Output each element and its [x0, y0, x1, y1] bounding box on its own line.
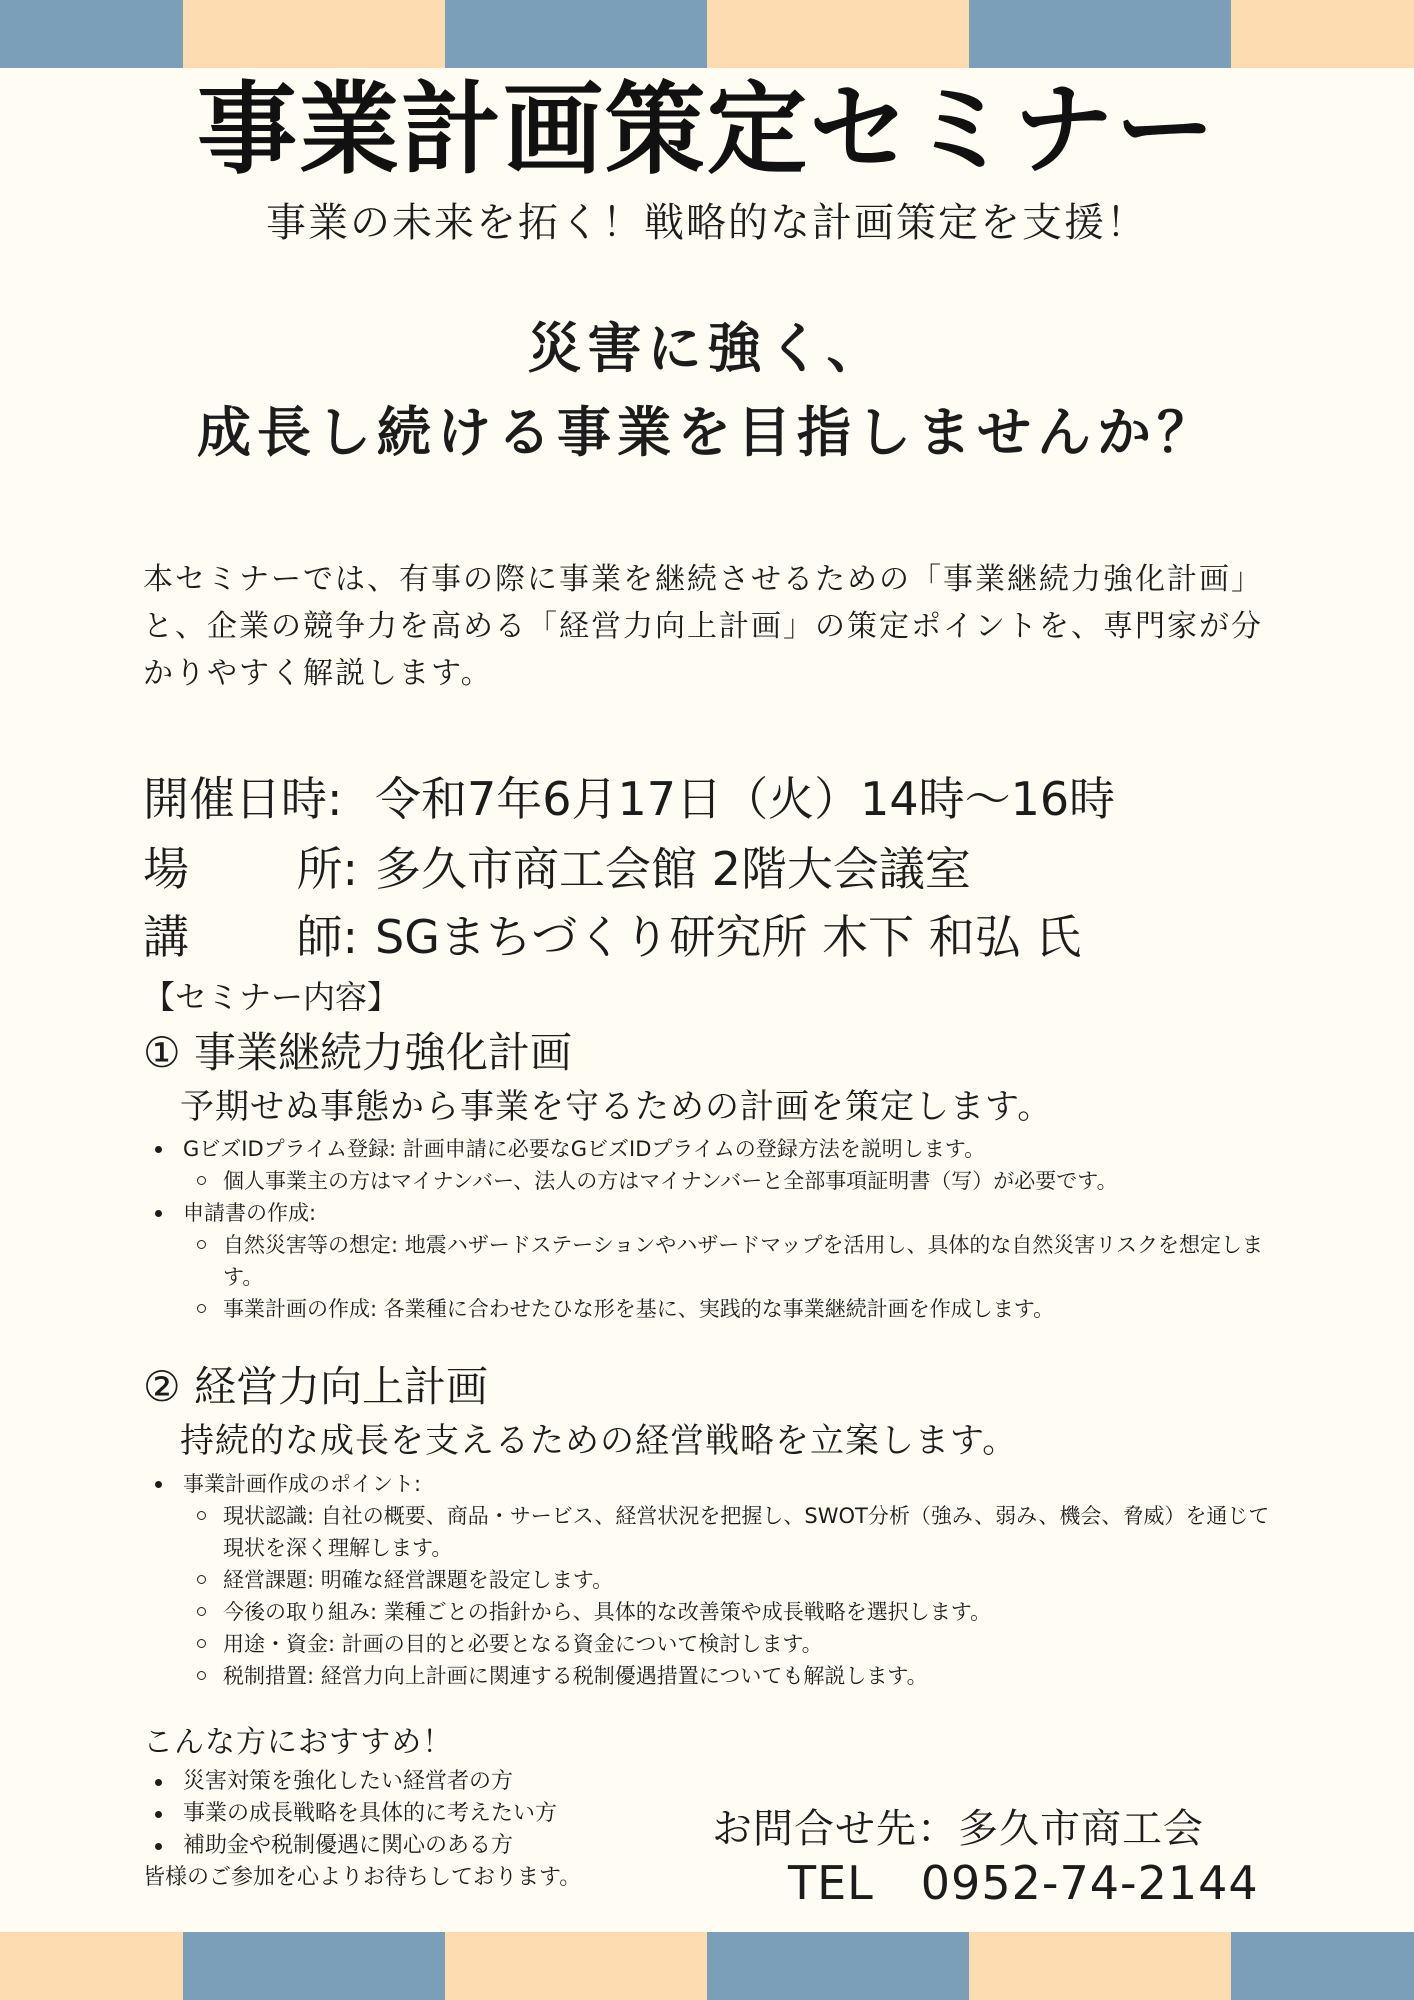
label-char: 場 — [143, 842, 189, 896]
bottom-color-band — [0, 1932, 1414, 2000]
sub-list-item: 現状認識: 自社の概要、商品・サービス、経営状況を把握し、SWOT分析（強み、弱み、機会、脅威）を通じて現状を深く理解します。 — [223, 1500, 1273, 1564]
band-block — [1231, 1932, 1414, 2000]
event-date-row — [143, 769, 1115, 829]
band-block — [445, 0, 707, 68]
sub-list-item: 税制措置: 経営力向上計画に関連する税制優遇措置についても解説します。 — [223, 1660, 1273, 1692]
event-date-label: 開催日時: — [143, 772, 343, 826]
closing-message: 皆様のご参加を心よりお待ちしております。 — [143, 1865, 582, 1890]
catchphrase-line-2: 成長し続ける事業を目指しませんか？ — [197, 401, 1217, 464]
list-item-text: 事業計画作成のポイント: — [183, 1472, 422, 1496]
page-subtitle: 事業の未来を拓く！戦略的な計画策定を支援！ — [266, 200, 1148, 246]
list-item-text: GビズIDプライム登録: 計画申請に必要なGビズIDプライムの登録方法を説明します。 — [183, 1137, 986, 1161]
intro-paragraph: 本セミナーでは、有事の際に事業を継続させるための「事業継続力強化計画」と、企業の競争力を高める「経営力向上計画」の策定ポイントを、専門家が分かりやすく解説します。 — [143, 562, 1263, 691]
recommend-heading: こんな方におすすめ！ — [143, 1725, 454, 1760]
list-item-text: 申請書の作成: — [183, 1201, 317, 1225]
section2-list — [183, 1468, 1273, 1692]
event-date-value: 令和7年6月17日（火）14時～16時 — [375, 772, 1116, 826]
catchphrase-line-1: 災害に強く、 — [527, 317, 887, 380]
list-item — [183, 1197, 1273, 1325]
section1-list — [183, 1133, 1273, 1325]
sub-list-item: 用途・資金: 計画の目的と必要となる資金について検討します。 — [223, 1628, 1273, 1660]
event-place-row — [143, 839, 971, 899]
sub-list-item: 経営課題: 明確な経営課題を設定します。 — [223, 1564, 1273, 1596]
event-place-label — [143, 839, 375, 899]
sub-list-item: 事業計画の作成: 各業種に合わせたひな形を基に、実践的な事業継続計画を作成します。 — [223, 1293, 1273, 1325]
event-lecturer-label — [143, 907, 375, 967]
section2-description: 持続的な成長を支えるための経営戦略を立案します。 — [180, 1421, 1018, 1461]
band-block — [183, 0, 445, 68]
list-item: 事業の成長戦略を具体的に考えたい方 — [183, 1798, 703, 1830]
label-char: 所: — [296, 842, 358, 896]
event-lecturer-value: SGまちづくり研究所 木下 和弘 氏 — [375, 910, 1082, 964]
list-item — [183, 1468, 1273, 1692]
section2-title: ② 経営力向上計画 — [143, 1362, 489, 1411]
band-block — [969, 1932, 1231, 2000]
page-title: 事業計画策定セミナー — [197, 71, 1217, 188]
contact-phone: TEL 0952-74-2144 — [788, 1856, 1259, 1910]
band-block — [0, 1932, 183, 2000]
event-place-value: 多久市商工会館 2階大会議室 — [375, 842, 971, 896]
band-block — [1231, 0, 1414, 68]
section1-description: 予期せぬ事態から事業を守るための計画を策定します。 — [180, 1087, 1053, 1127]
band-block — [445, 1932, 707, 2000]
band-block — [0, 0, 183, 68]
list-item: 補助金や税制優遇に関心のある方 — [183, 1830, 703, 1862]
recommend-list — [183, 1766, 703, 1862]
sub-list-item: 今後の取り組み: 業種ごとの指針から、具体的な改善策や成長戦略を選択します。 — [223, 1596, 1273, 1628]
label-char: 師: — [296, 910, 358, 964]
label-char: 講 — [143, 910, 189, 964]
sub-list-item: 個人事業主の方はマイナンバー、法人の方はマイナンバーと全部事項証明書（写）が必要です。 — [223, 1165, 1273, 1197]
section1-title: ① 事業継続力強化計画 — [143, 1028, 573, 1077]
top-color-band — [0, 0, 1414, 68]
list-item — [183, 1133, 1273, 1197]
contact-organization: お問合せ先：多久市商工会 — [712, 1806, 1204, 1852]
band-block — [183, 1932, 445, 2000]
band-block — [707, 0, 969, 68]
event-lecturer-row — [143, 907, 1081, 967]
band-block — [969, 0, 1231, 68]
list-item: 災害対策を強化したい経営者の方 — [183, 1766, 703, 1798]
band-block — [707, 1932, 969, 2000]
sub-list-item: 自然災害等の想定: 地震ハザードステーションやハザードマップを活用し、具体的な自然災害リスクを想定します。 — [223, 1229, 1273, 1293]
content-heading: 【セミナー内容】 — [143, 978, 400, 1016]
